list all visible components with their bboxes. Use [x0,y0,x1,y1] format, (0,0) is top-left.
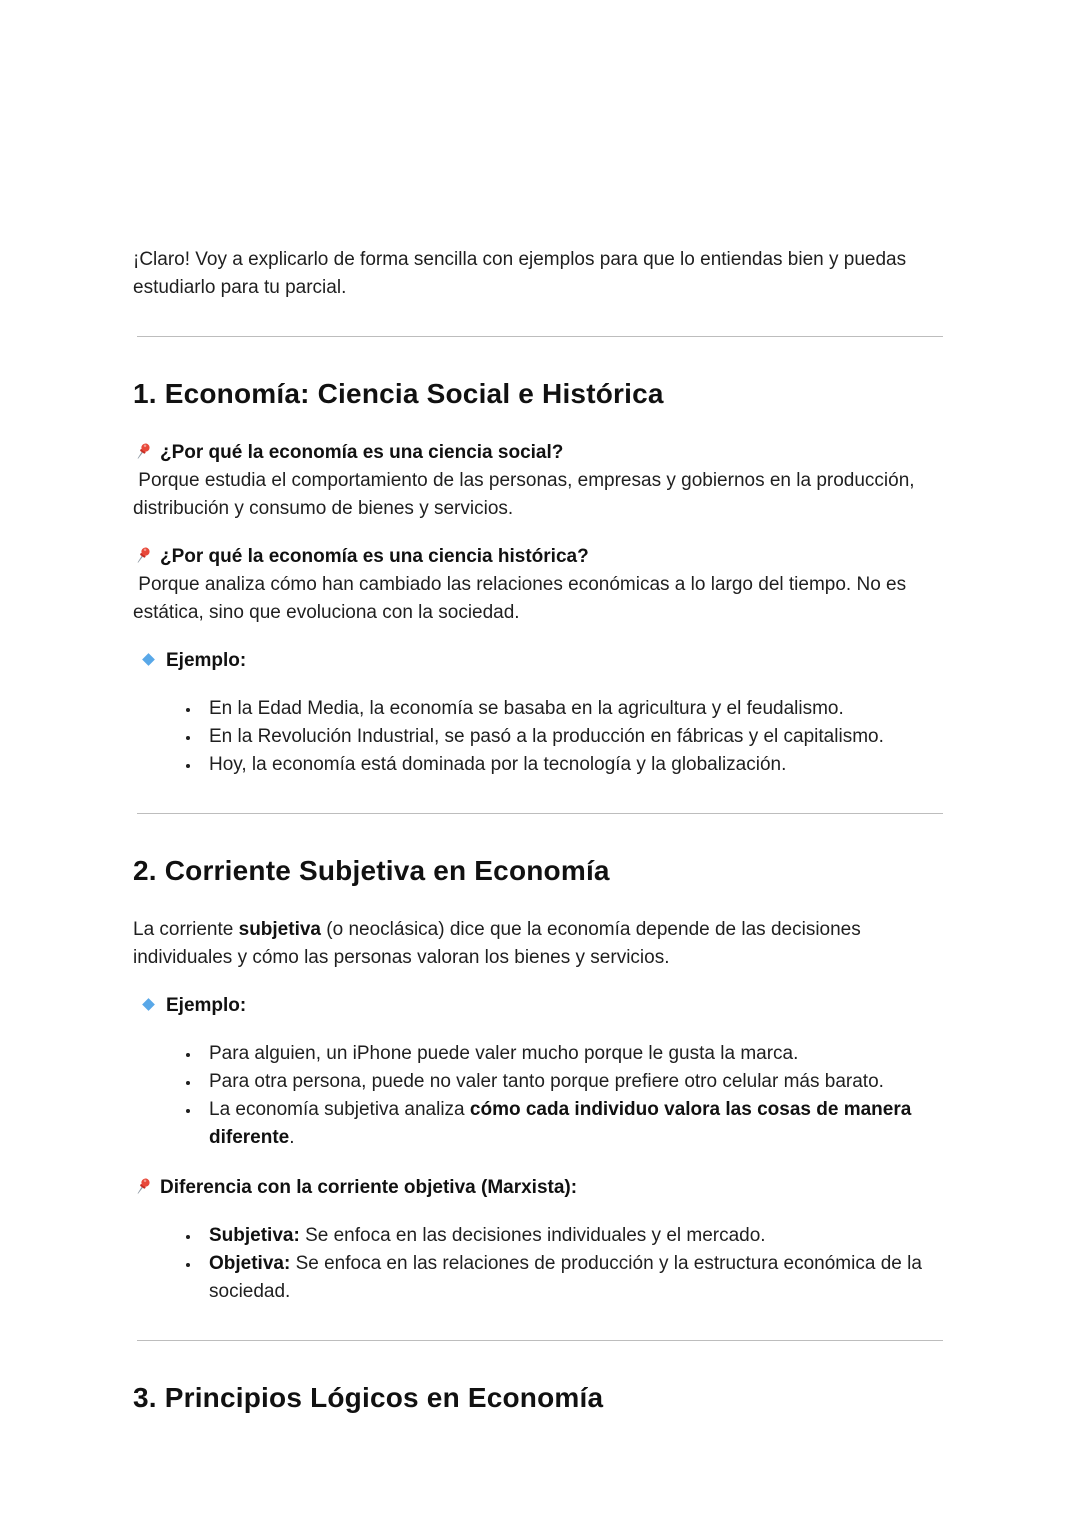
answer-social-text: Porque estudia el comportamiento de las personas, empresas y gobiernos en la producción, distribución y consumo de bienes y servicios. [133,470,920,519]
example-list-subjetiva [133,1040,947,1152]
intro-paragraph: ¡Claro! Voy a explicarlo de forma sencilla con ejemplos para que lo entiendas bien y puedas estudiarlo para tu parcial. [133,249,907,298]
difference-list [133,1222,947,1306]
section-2-intro: La corriente subjetiva (o neoclásica) dice que la economía depende de las decisiones individuales y cómo las personas valoran los bienes y servicios. [133,919,861,968]
question-block-historica [133,543,947,627]
question-line [133,543,947,571]
list-item: • En la Edad Media, la economía se basaba en la agricultura y el feudalismo. [201,695,947,723]
section-principios-logicos [133,1381,947,1415]
difference-label-text: Diferencia con la corriente objetiva (Marxista): [160,1177,578,1198]
difference-label-line [133,1174,947,1202]
document-page [133,0,947,1415]
small-blue-diamond-icon [142,999,155,1012]
example-label-text: Ejemplo: [166,995,247,1016]
section-corriente-subjetiva [133,854,947,1306]
list-item: • En la Revolución Industrial, se pasó a la producción en fábricas y el capitalismo. [201,723,947,751]
question-social-text: ¿Por qué la economía es una ciencia social? [160,442,564,463]
list-item: • Para alguien, un iPhone puede valer mucho porque le gusta la marca. [201,1040,947,1068]
pushpin-icon [133,1177,153,1197]
section-1-heading: 1. Economía: Ciencia Social e Histórica [133,378,664,409]
question-historica-text: ¿Por qué la economía es una ciencia histórica? [160,546,589,567]
list-item: • Hoy, la economía está dominada por la tecnología y la globalización. [201,751,947,779]
section-divider [137,1340,943,1341]
question-line [133,439,947,467]
section-divider [137,336,943,337]
list-item: • Objetiva: Se enfoca en las relaciones de producción y la estructura económica de la sociedad. [201,1250,947,1306]
section-economia-ciencia [133,377,947,779]
list-item: • Para otra persona, puede no valer tanto porque prefiere otro celular más barato. [201,1068,947,1096]
small-blue-diamond-icon [142,654,155,667]
section-2-heading: 2. Corriente Subjetiva en Economía [133,855,610,886]
section-3-heading: 3. Principios Lógicos en Economía [133,1382,604,1413]
list-item: • Subjetiva: Se enfoca en las decisiones individuales y el mercado. [201,1222,947,1250]
example-label-text: Ejemplo: [166,650,247,671]
pushpin-icon [133,546,153,566]
pushpin-icon [133,442,153,462]
example-list-history [133,695,947,779]
example-label-line-1 [133,647,947,675]
answer-historica-text: Porque analiza cómo han cambiado las relaciones económicas a lo largo del tiempo. No es estática, sino que evoluciona con la sociedad. [133,574,912,623]
question-block-social [133,439,947,523]
list-item: • La economía subjetiva analiza cómo cada individuo valora las cosas de manera diferente. [201,1096,947,1152]
example-label-line-2 [133,992,947,1020]
section-divider [137,813,943,814]
